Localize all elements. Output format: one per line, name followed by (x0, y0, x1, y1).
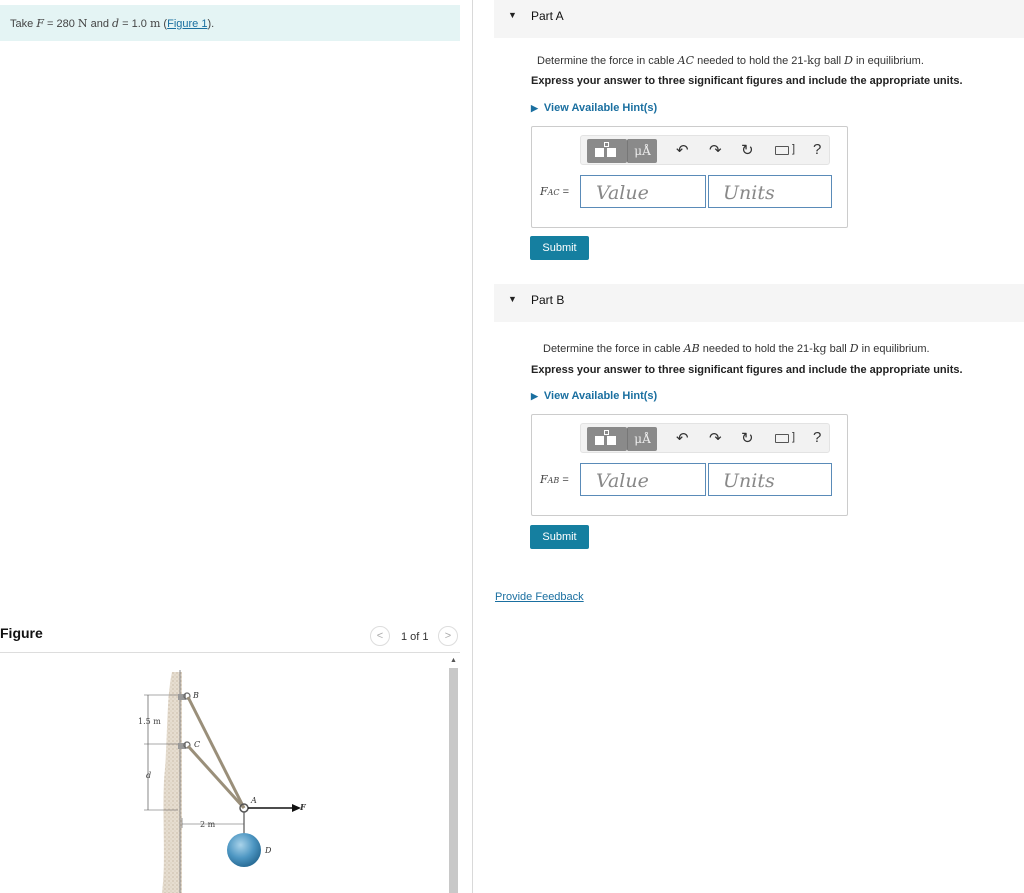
reset-icon[interactable]: ↻ (741, 142, 754, 159)
part-a-units-input[interactable] (708, 175, 832, 208)
part-b-instruction: Express your answer to three significant figures and include the appropriate units. (531, 364, 963, 376)
ball-symbol: D (849, 342, 859, 355)
question-text: Determine the force in cable (537, 55, 678, 67)
chevron-right-icon: > (438, 626, 458, 646)
distance-unit: m (149, 17, 161, 30)
question-text: ball (820, 55, 845, 67)
answer-toolbar (580, 135, 830, 165)
figure-pager: 1 of 1 (401, 631, 429, 643)
question-text: needed to hold the 21- (699, 343, 813, 355)
ball-symbol: D (844, 54, 853, 67)
part-a-hint-toggle[interactable] (531, 102, 657, 114)
var-equals: = (559, 186, 570, 198)
chevron-left-icon: < (370, 626, 390, 646)
question-text: Determine the force in cable (543, 343, 684, 355)
wall (162, 672, 182, 893)
problem-statement (0, 5, 460, 41)
dim-label-d: d (146, 771, 152, 780)
part-a-value-input[interactable] (580, 175, 706, 208)
mass-unit: kg (812, 342, 827, 355)
redo-icon[interactable]: ↷ (709, 430, 722, 447)
part-a-question (537, 54, 924, 67)
cable-symbol: AC (677, 54, 695, 67)
dim-label-2m: 2 m (200, 820, 216, 829)
part-a-answer-box (531, 126, 848, 228)
keyboard-shortcut-icon: ] (792, 143, 796, 155)
label-c: C (194, 740, 201, 749)
figure-separator (0, 652, 460, 653)
template-icon (604, 430, 609, 435)
paren: ). (207, 18, 215, 30)
var-equals: = (559, 474, 569, 486)
force-symbol: F (36, 17, 44, 30)
keyboard-icon[interactable] (775, 434, 789, 443)
cable-ab (188, 697, 244, 808)
force-value: = 280 (43, 18, 78, 30)
var-main: F (540, 185, 548, 198)
force-unit: N (77, 17, 88, 30)
hint-label: View Available Hint(s) (543, 102, 658, 114)
label-a: A (251, 796, 257, 805)
template-icon (607, 436, 616, 445)
figure-diagram (120, 660, 320, 893)
templates-button[interactable] (587, 139, 627, 163)
distance-symbol: d (112, 17, 120, 30)
question-text: in equilibrium. (858, 343, 930, 355)
units-button[interactable]: μÅ (627, 139, 657, 163)
part-a-instruction: Express your answer to three significant figures and include the appropriate units. (531, 75, 963, 87)
var-main: F (540, 473, 548, 486)
problem-text: and (87, 18, 112, 30)
units-button[interactable]: μÅ (627, 427, 657, 451)
figure-link[interactable]: Figure 1 (167, 18, 208, 30)
scroll-up-icon[interactable]: ▲ (450, 657, 457, 664)
part-b-answer-box (531, 414, 848, 516)
ball-d (227, 833, 261, 867)
question-text: needed to hold the 21- (694, 55, 808, 67)
redo-icon[interactable]: ↷ (709, 142, 722, 159)
question-text: ball (826, 343, 850, 355)
part-b-units-input[interactable] (708, 463, 832, 496)
label-d: D (265, 846, 272, 855)
part-b-value-input[interactable] (580, 463, 706, 496)
dim-label-1-5m: 1.5 m (138, 717, 161, 726)
part-a-submit-button[interactable]: Submit (530, 236, 589, 260)
part-b-submit-button[interactable]: Submit (530, 525, 589, 549)
caret-down-icon: ▼ (508, 294, 517, 304)
part-b-title: Part B (531, 293, 565, 307)
part-b-header[interactable] (494, 284, 1024, 322)
label-b: B (193, 691, 199, 700)
provide-feedback-link[interactable]: Provide Feedback (495, 591, 584, 603)
figure-scrollbar[interactable] (449, 668, 458, 893)
label-f: F (300, 802, 306, 812)
template-icon (595, 148, 604, 157)
help-icon[interactable]: ? (813, 429, 822, 446)
template-icon (607, 148, 616, 157)
question-text: in equilibrium. (852, 55, 924, 67)
keyboard-icon[interactable] (775, 146, 789, 155)
answer-toolbar (580, 423, 830, 453)
caret-down-icon: ▼ (508, 10, 517, 20)
distance-value: = 1.0 (119, 18, 150, 30)
mass-unit: kg (807, 54, 821, 67)
part-b-variable-label (540, 473, 569, 486)
var-subscript: AB (547, 476, 560, 485)
var-subscript: AC (547, 188, 560, 197)
caret-right-icon: ▶ (531, 391, 538, 401)
part-a-variable-label (540, 185, 569, 198)
cable-symbol: AB (683, 342, 700, 355)
reset-icon[interactable]: ↻ (741, 430, 754, 447)
next-figure-button[interactable] (438, 626, 458, 646)
keyboard-shortcut-icon: ] (792, 431, 796, 443)
undo-icon[interactable]: ↶ (676, 142, 689, 159)
undo-icon[interactable]: ↶ (676, 430, 689, 447)
part-a-header[interactable] (494, 0, 1024, 38)
part-b-question (543, 342, 930, 355)
problem-text: Take (10, 18, 34, 30)
hint-label: View Available Hint(s) (543, 390, 658, 402)
template-icon (595, 436, 604, 445)
prev-figure-button[interactable] (370, 626, 390, 646)
figure-title: Figure (0, 625, 43, 641)
templates-button[interactable] (587, 427, 627, 451)
caret-right-icon: ▶ (531, 103, 538, 113)
template-icon (604, 142, 609, 147)
part-a-title: Part A (531, 9, 564, 23)
part-b-hint-toggle[interactable] (531, 390, 657, 402)
paren: ( (160, 18, 168, 30)
help-icon[interactable]: ? (813, 141, 822, 158)
panel-divider (472, 0, 473, 893)
